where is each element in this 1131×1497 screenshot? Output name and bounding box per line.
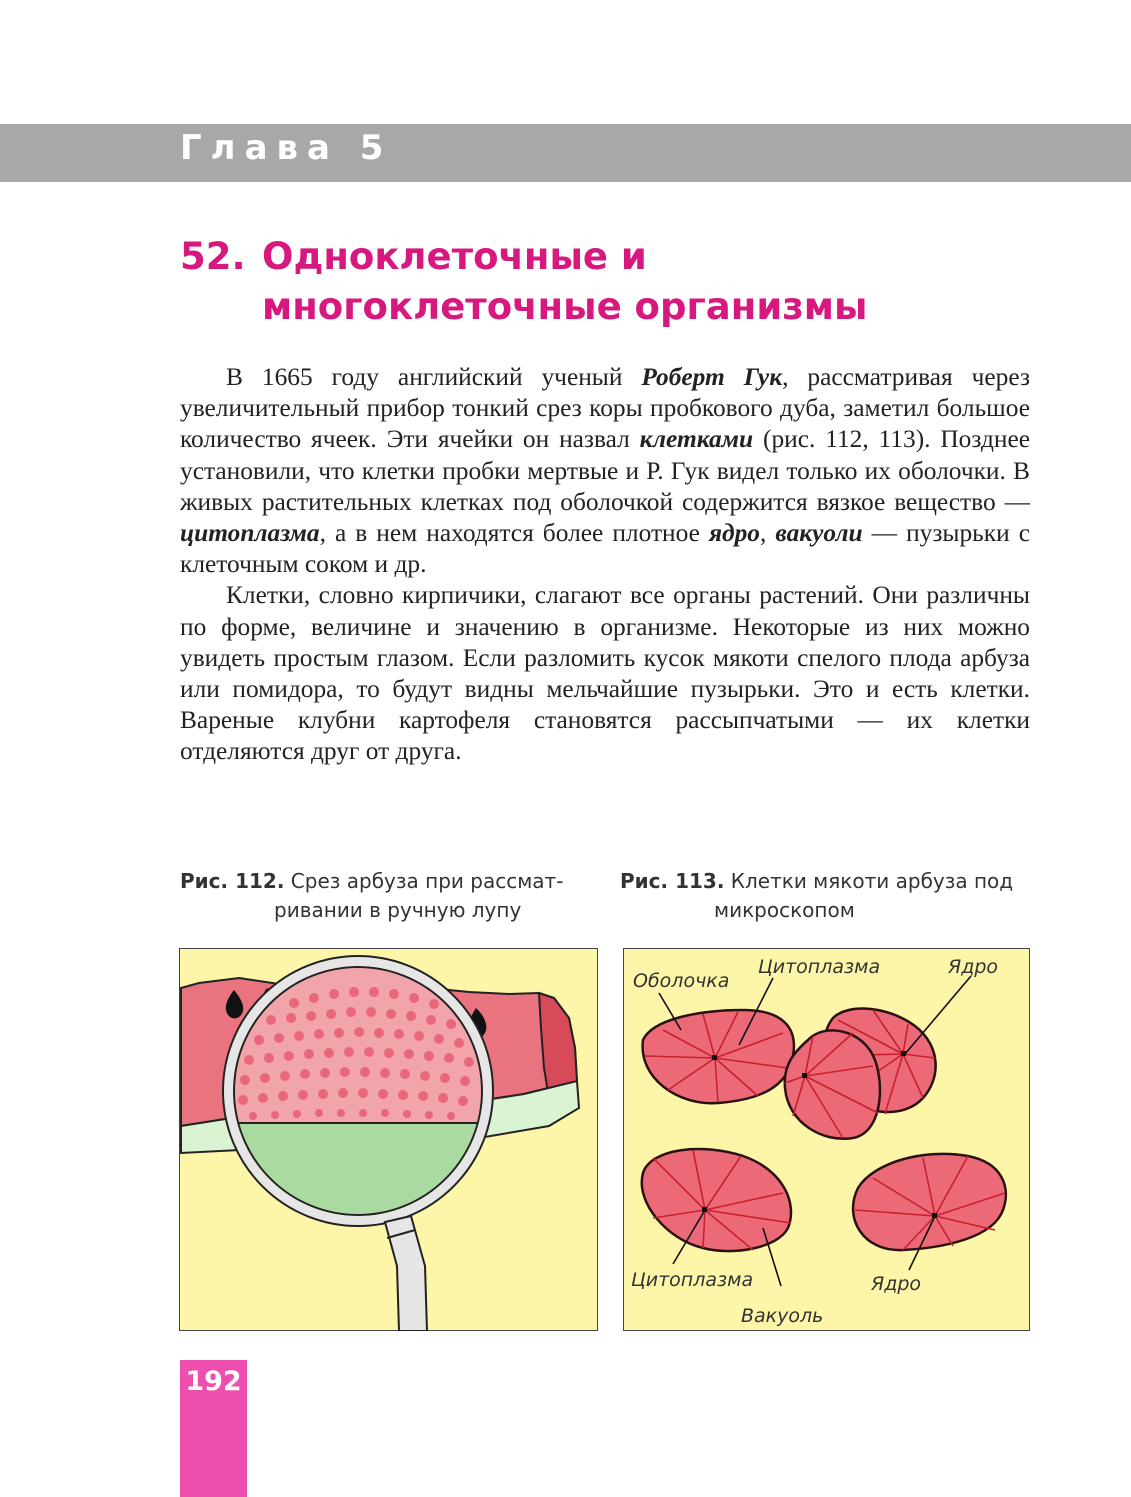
term-cells: клетками (639, 425, 754, 454)
figure-112-watermelon-magnifier (179, 948, 598, 1331)
figure-113-cells-microscope (623, 948, 1030, 1331)
section-title-line1: Одноклеточные и (262, 235, 647, 278)
text-run: В 1665 году английский ученый (226, 363, 642, 391)
label-cytoplasm-top: Цитоплазма (758, 956, 881, 978)
figure-112-label: Рис. 112. (180, 869, 285, 893)
text-run: , (760, 519, 776, 548)
section-number: 52. (180, 235, 246, 278)
figure-112-caption (180, 867, 600, 925)
text-run: , а в нем находятся более плотное (319, 519, 709, 548)
label-vacuole: Вакуоль (741, 1305, 824, 1327)
chapter-title: Глава 5 (180, 128, 393, 168)
label-cytoplasm-bottom: Цитоплазма (631, 1269, 754, 1291)
section-title-line2: многоклеточные организмы (262, 285, 868, 328)
figure-113-caption (620, 867, 1040, 925)
label-nucleus-bottom: Ядро (871, 1273, 922, 1295)
label-membrane: Оболочка (633, 970, 730, 992)
label-nucleus-top: Ядро (948, 956, 999, 978)
paragraph-1 (180, 362, 1030, 580)
term-nucleus: ядро (708, 519, 761, 548)
paragraph-2: Клетки, словно кирпичики, слагают все органы растений. Они различны по форме, величине и значению в организме. Некоторые из них можно увидеть простым глазом. Если разломить кусок мякоти спелого плода арбуза или помидора, то будут видны мельчайшие пузырьки. Это и есть клетки. Вареные клубни картофеля становятся рассыпчатыми — их клетки отделяются друг от друга. (180, 581, 1030, 766)
text-run: — пузырьки с клеточным соком и др. (180, 519, 1030, 579)
figure-112-caption-line1: Срез арбуза при рассмат- (290, 869, 564, 893)
body-text (180, 362, 1030, 768)
page-number: 192 (185, 1366, 242, 1397)
cell (643, 1010, 794, 1103)
text-run: , рассматривая через увеличительный прибор тонкий срез коры пробкового дуба, заметил большое количество ячеек. Эти ячейки он назвал (180, 363, 1030, 454)
section-heading (180, 232, 867, 332)
term-cytoplasm: цитоплазма (180, 519, 320, 548)
figure-113-caption-line2: микроскопом (714, 898, 855, 922)
chapter-bar (0, 124, 1131, 182)
figure-113-label: Рис. 113. (620, 869, 725, 893)
text-run: (рис. 112, 113). Позднее установили, что клетки пробки мертвые и Р. Гук видел только их оболочки. В живых растительных клетках под оболочкой содержится вязкое вещество — (180, 425, 1030, 516)
figure-113-caption-line1: Клетки мякоти арбуза под (730, 869, 1014, 893)
figure-112-caption-line2: ривании в ручную лупу (274, 898, 522, 922)
term-vacuoles: вакуоли (775, 519, 863, 548)
term-hooke: Роберт Гук (641, 363, 783, 391)
